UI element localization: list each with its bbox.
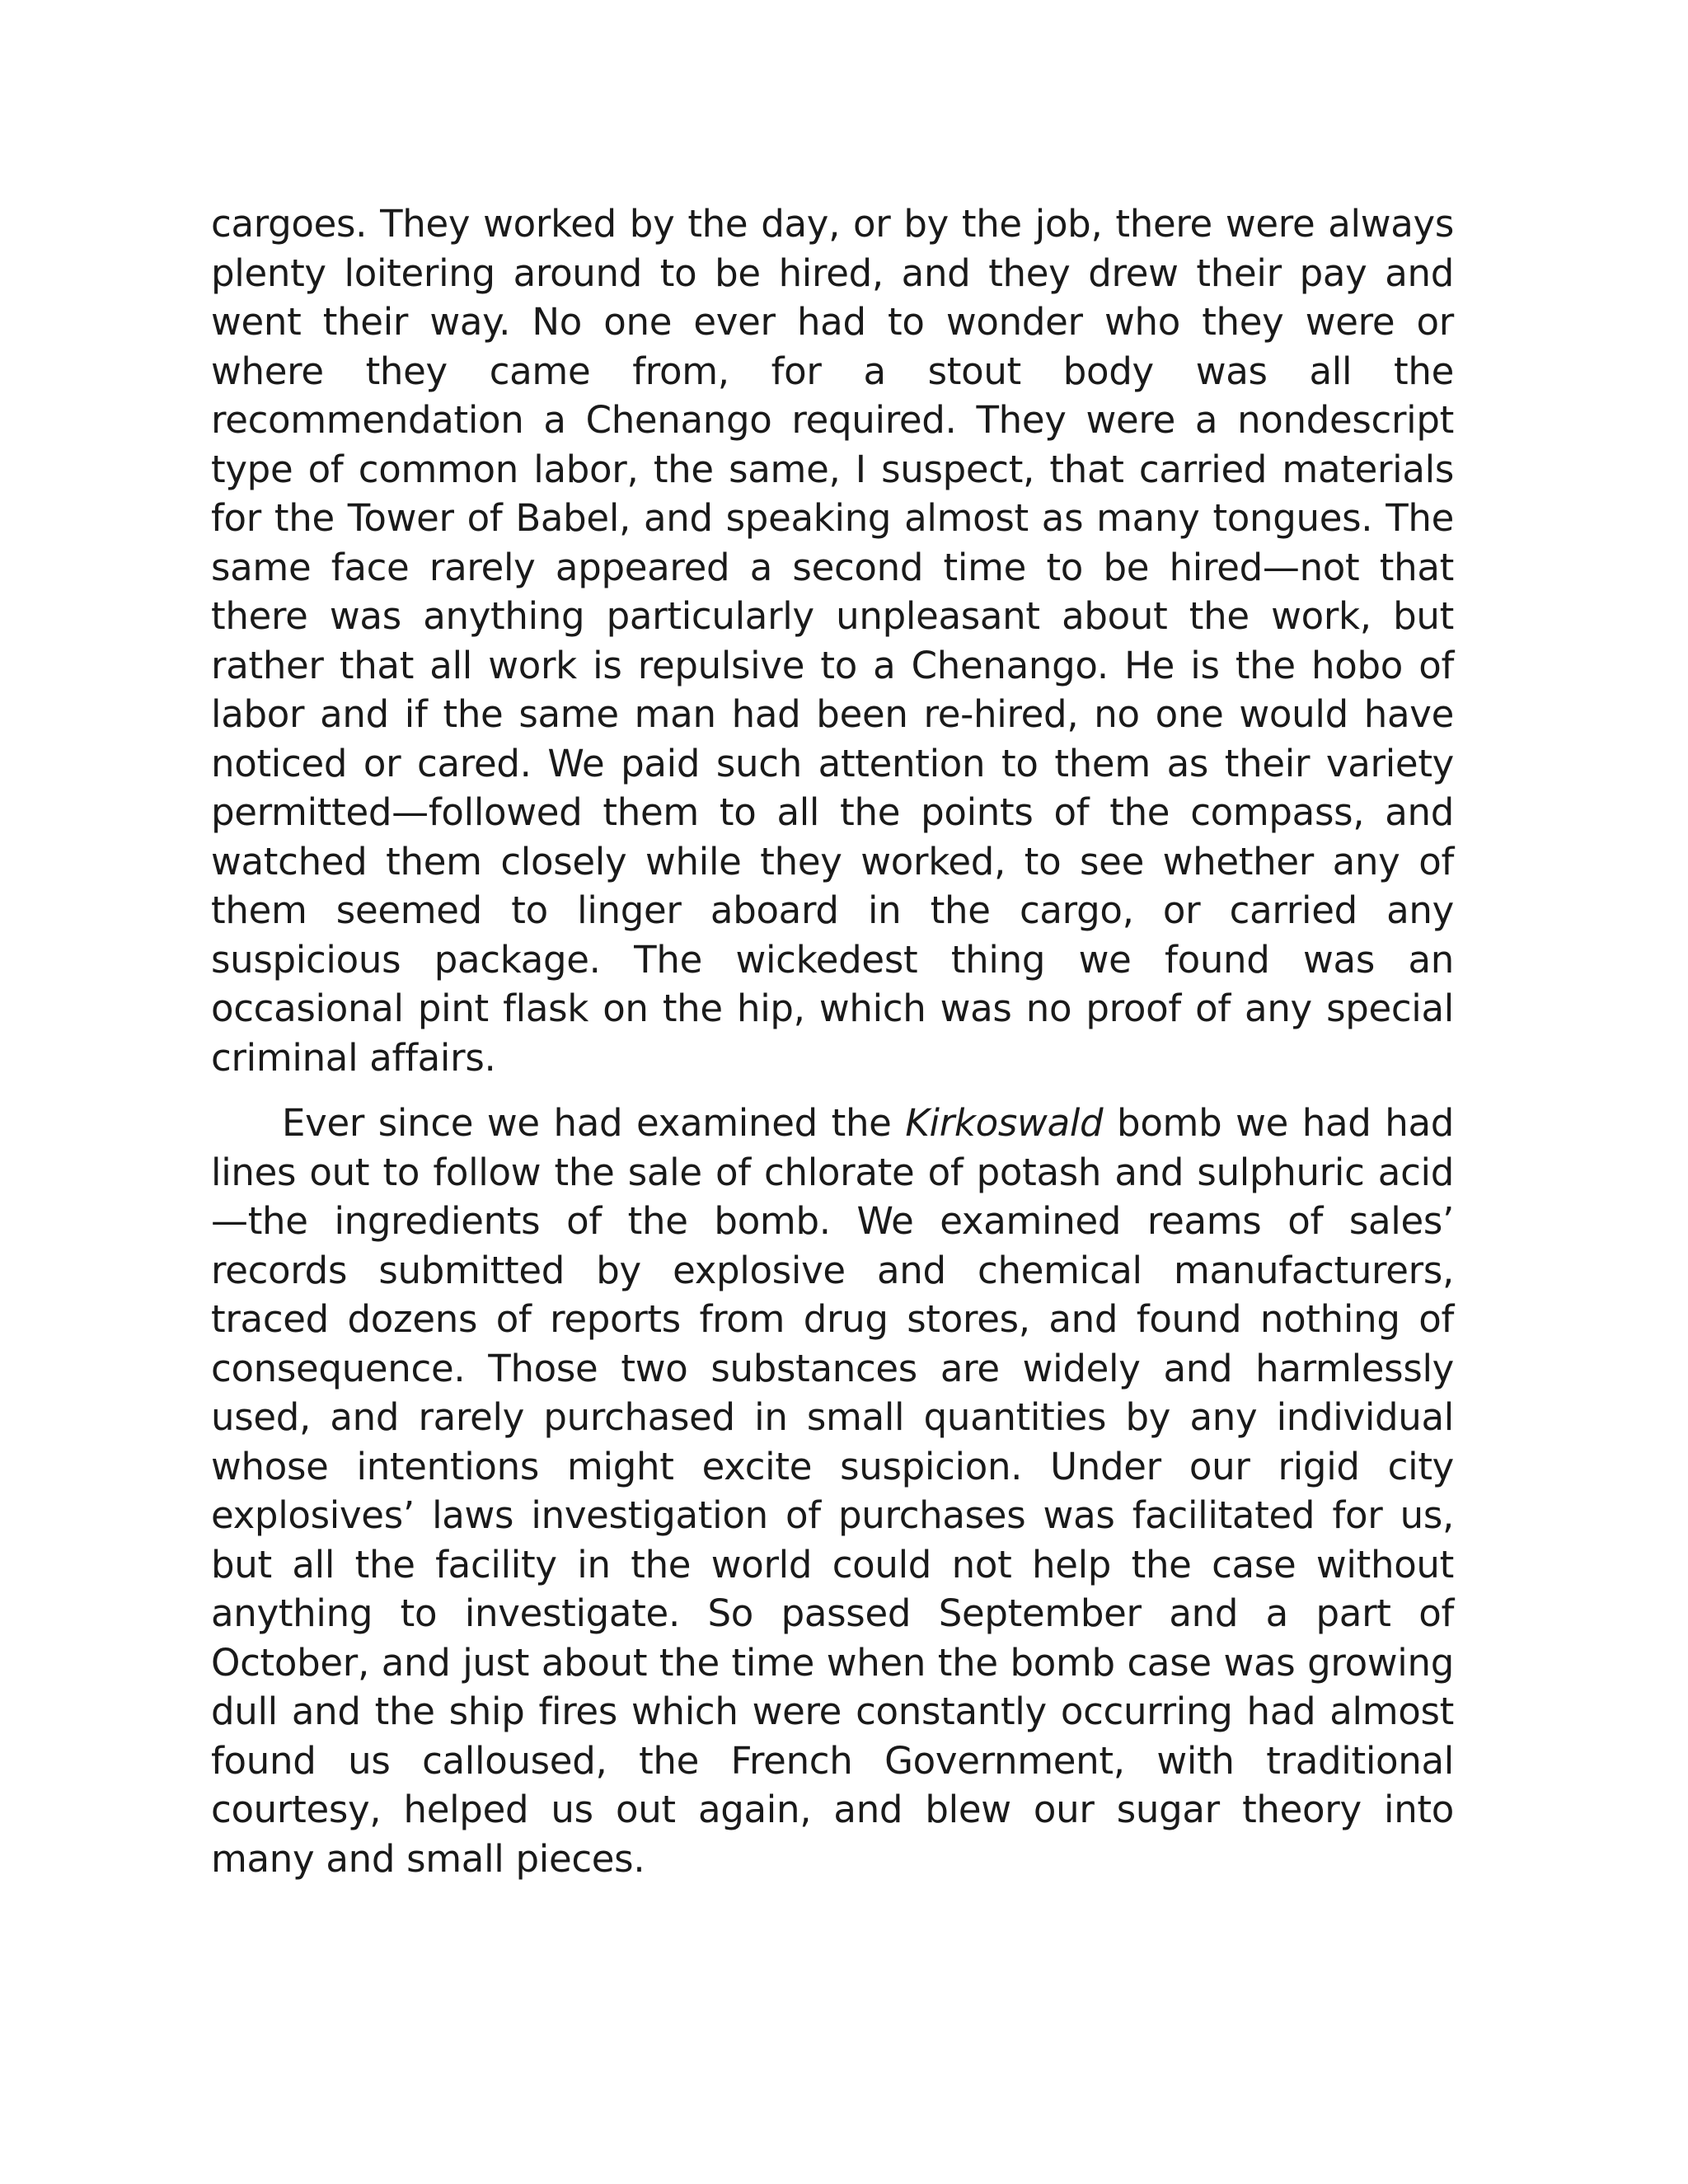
body-text (211, 199, 1454, 1883)
ship-name: Kirkoswald (905, 1101, 1104, 1145)
paragraph-1: cargoes. They worked by the day, or by the job, there were always plenty loitering around to be hired, and they drew their pay and went their way. No one ever had to wonder who they were or where they came from, for a stout body was all the recommendation a Chenango required. They were a nondescript type of common labor, the same, I suspect, that carried materials for the Tower of Babel, and speaking almost as many tongues. The same face rarely appeared a second time to be hired—not that there was anything particularly unpleasant about the work, but rather that all work is repulsive to a Chenango. He is the hobo of labor and if the same man had been re-hired, no one would have noticed or cared. We paid such attention to them as their variety permitted—followed them to all the points of the compass, and watched them closely while they worked, to see whether any of them seemed to linger aboard in the cargo, or carried any suspicious package. The wickedest thing we found was an occasional pint flask on the hip, which was no proof of any special criminal affairs. (211, 202, 1454, 1080)
paragraph-2 (211, 1099, 1454, 1883)
paragraph-2-lead: Ever since we had examined the (282, 1101, 906, 1145)
paragraph-2-rest: bomb we had had lines out to follow the sale of chlorate of potash and sulphuric acid—the ingredients of the bomb. We examined reams of sales’ records submitted by explosive and chemical manufacturers, traced dozens of reports from drug stores, and found nothing of consequence. Those two substances are widely and harmlessly used, and rarely purchased in small quantities by any individual whose intentions might excite suspicion. Under our rigid city explosives’ laws investigation of purchases was facilitated for us, but all the facility in the world could not help the case without anything to investigate. So passed September and a part of October, and just about the time when the bomb case was growing dull and the ship fires which were constantly occurring had almost found us calloused, the French Government, with traditional courtesy, helped us out again, and blew our sugar theory into many and small pieces. (211, 1101, 1454, 1881)
